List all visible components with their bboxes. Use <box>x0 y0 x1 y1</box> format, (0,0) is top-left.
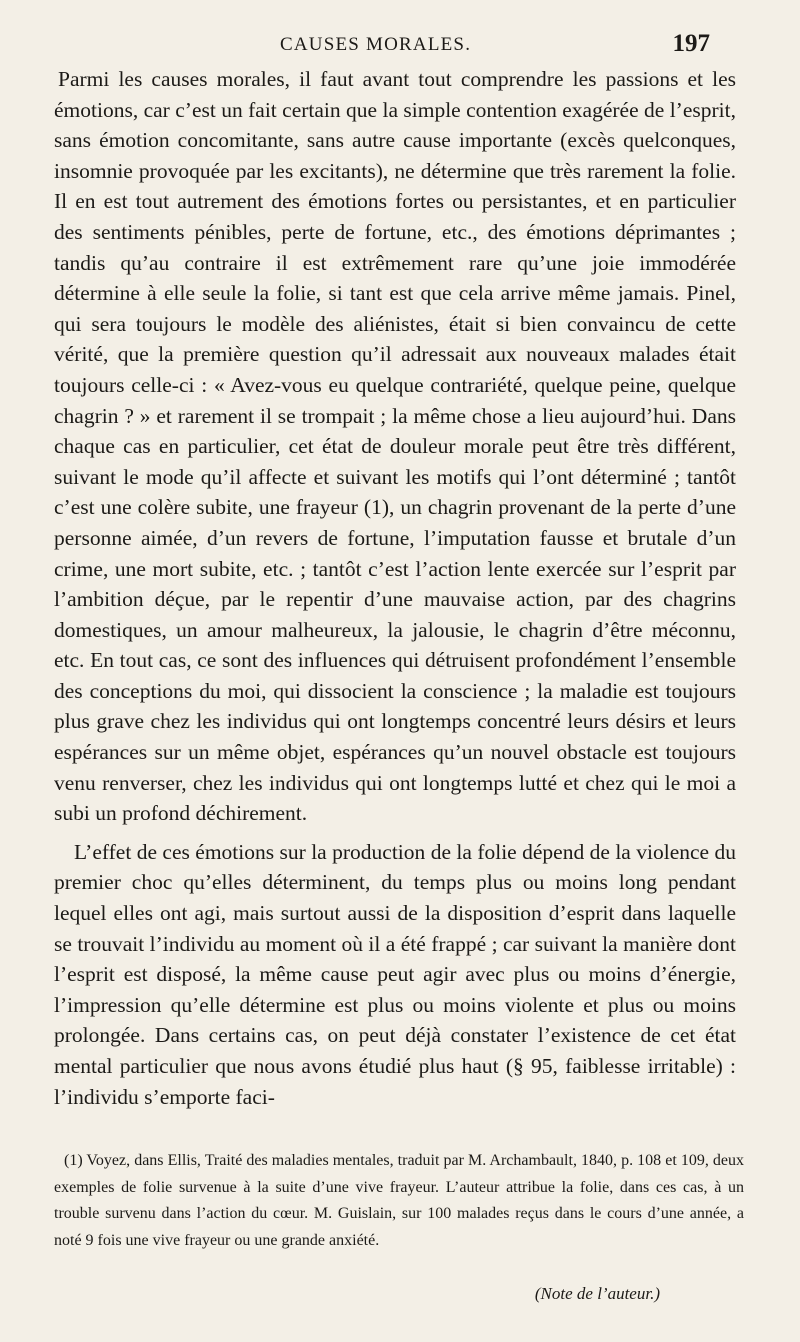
footnote-text: (1) Voyez, dans Ellis, Traité des maladies mentales, traduit par M. Archambault, 1840, p. 108 et 109, deux exemples de folie survenue à la suite d’une vive frayeur. L’auteur attribue la folie, dans ces cas, à un trouble survenu dans l’action du cœur. M. Guislain, sur 100 malades reçus dans le cours d’une année, a noté 9 fois une vive frayeur ou une grande anxiété. <box>54 1152 744 1249</box>
running-head: CAUSES MORALES. <box>280 34 472 55</box>
page-header <box>0 30 800 64</box>
page-number: 197 <box>672 30 710 57</box>
footnote-attribution: (Note de l’auteur.) <box>534 1284 660 1303</box>
paragraph-1: Parmi les causes morales, il faut avant tout comprendre les passions et les émotions, car c’est un fait certain que la simple contention exagérée de l’esprit, sans émotion concomitante, sans autre cause importante (excès quelconques, insomnie provoquée par les excitants), ne détermine que très rarement la folie. Il en est tout autrement des émotions fortes ou persistantes, et en particulier des sentiments pénibles, perte de fortune, etc., des émotions déprimantes ; tandis qu’au contraire il est extrêmement rare qu’une joie immodérée détermine à elle seule la folie, si tant est que cela arrive même jamais. Pinel, qui sera toujours le modèle des aliénistes, était si bien convaincu de cette vérité, que la première question qu’il adressait aux nouveaux malades était toujours celle-ci : « Avez-vous eu quelque contrariété, quelque peine, quelque chagrin ? » et rarement il se trompait ; la même chose a lieu aujourd’hui. Dans chaque cas en particulier, cet état de douleur morale peut être très différent, suivant le mode qu’il affecte et suivant les motifs qui l’ont déterminé ; tantôt c’est une colère subite, une frayeur (1), un chagrin provenant de la perte d’une personne aimée, d’un revers de fortune, l’imputation fausse et brutale d’un crime, une mort subite, etc. ; tantôt c’est l’action lente exercée sur l’esprit par l’ambition déçue, par le repentir d’une mauvaise action, par des chagrins domestiques, un amour malheureux, la jalousie, le chagrin d’être méconnu, etc. En tout cas, ce sont des influences qui détruisent profondément l’ensemble des conceptions du moi, qui dissocient la conscience ; la maladie est toujours plus grave chez les individus qui ont longtemps concentré leurs désirs et leurs espérances sur un même objet, espérances qu’un nouvel obstacle est toujours venu renverser, chez les individus qui ont longtemps lutté et chez qui le moi a subi un profond déchirement. <box>54 67 736 826</box>
main-text <box>54 64 736 1112</box>
footnote <box>54 1148 744 1254</box>
paragraph-2: L’effet de ces émotions sur la production de la folie dépend de la violence du premier choc qu’elles déterminent, du temps plus ou moins long pendant lequel elles ont agi, mais surtout aussi de la disposition d’esprit dans laquelle se trouvait l’individu au moment où il a été frappé ; car suivant la manière dont l’esprit est disposé, la même cause peut agir avec plus ou moins d’énergie, l’impression qu’elle détermine est plus ou moins violente et plus ou moins prolongée. Dans certains cas, on peut déjà constater l’existence de cet état mental particulier que nous avons étudié plus haut (§ 95, faiblesse irritable) : l’individu s’emporte faci- <box>54 839 736 1109</box>
